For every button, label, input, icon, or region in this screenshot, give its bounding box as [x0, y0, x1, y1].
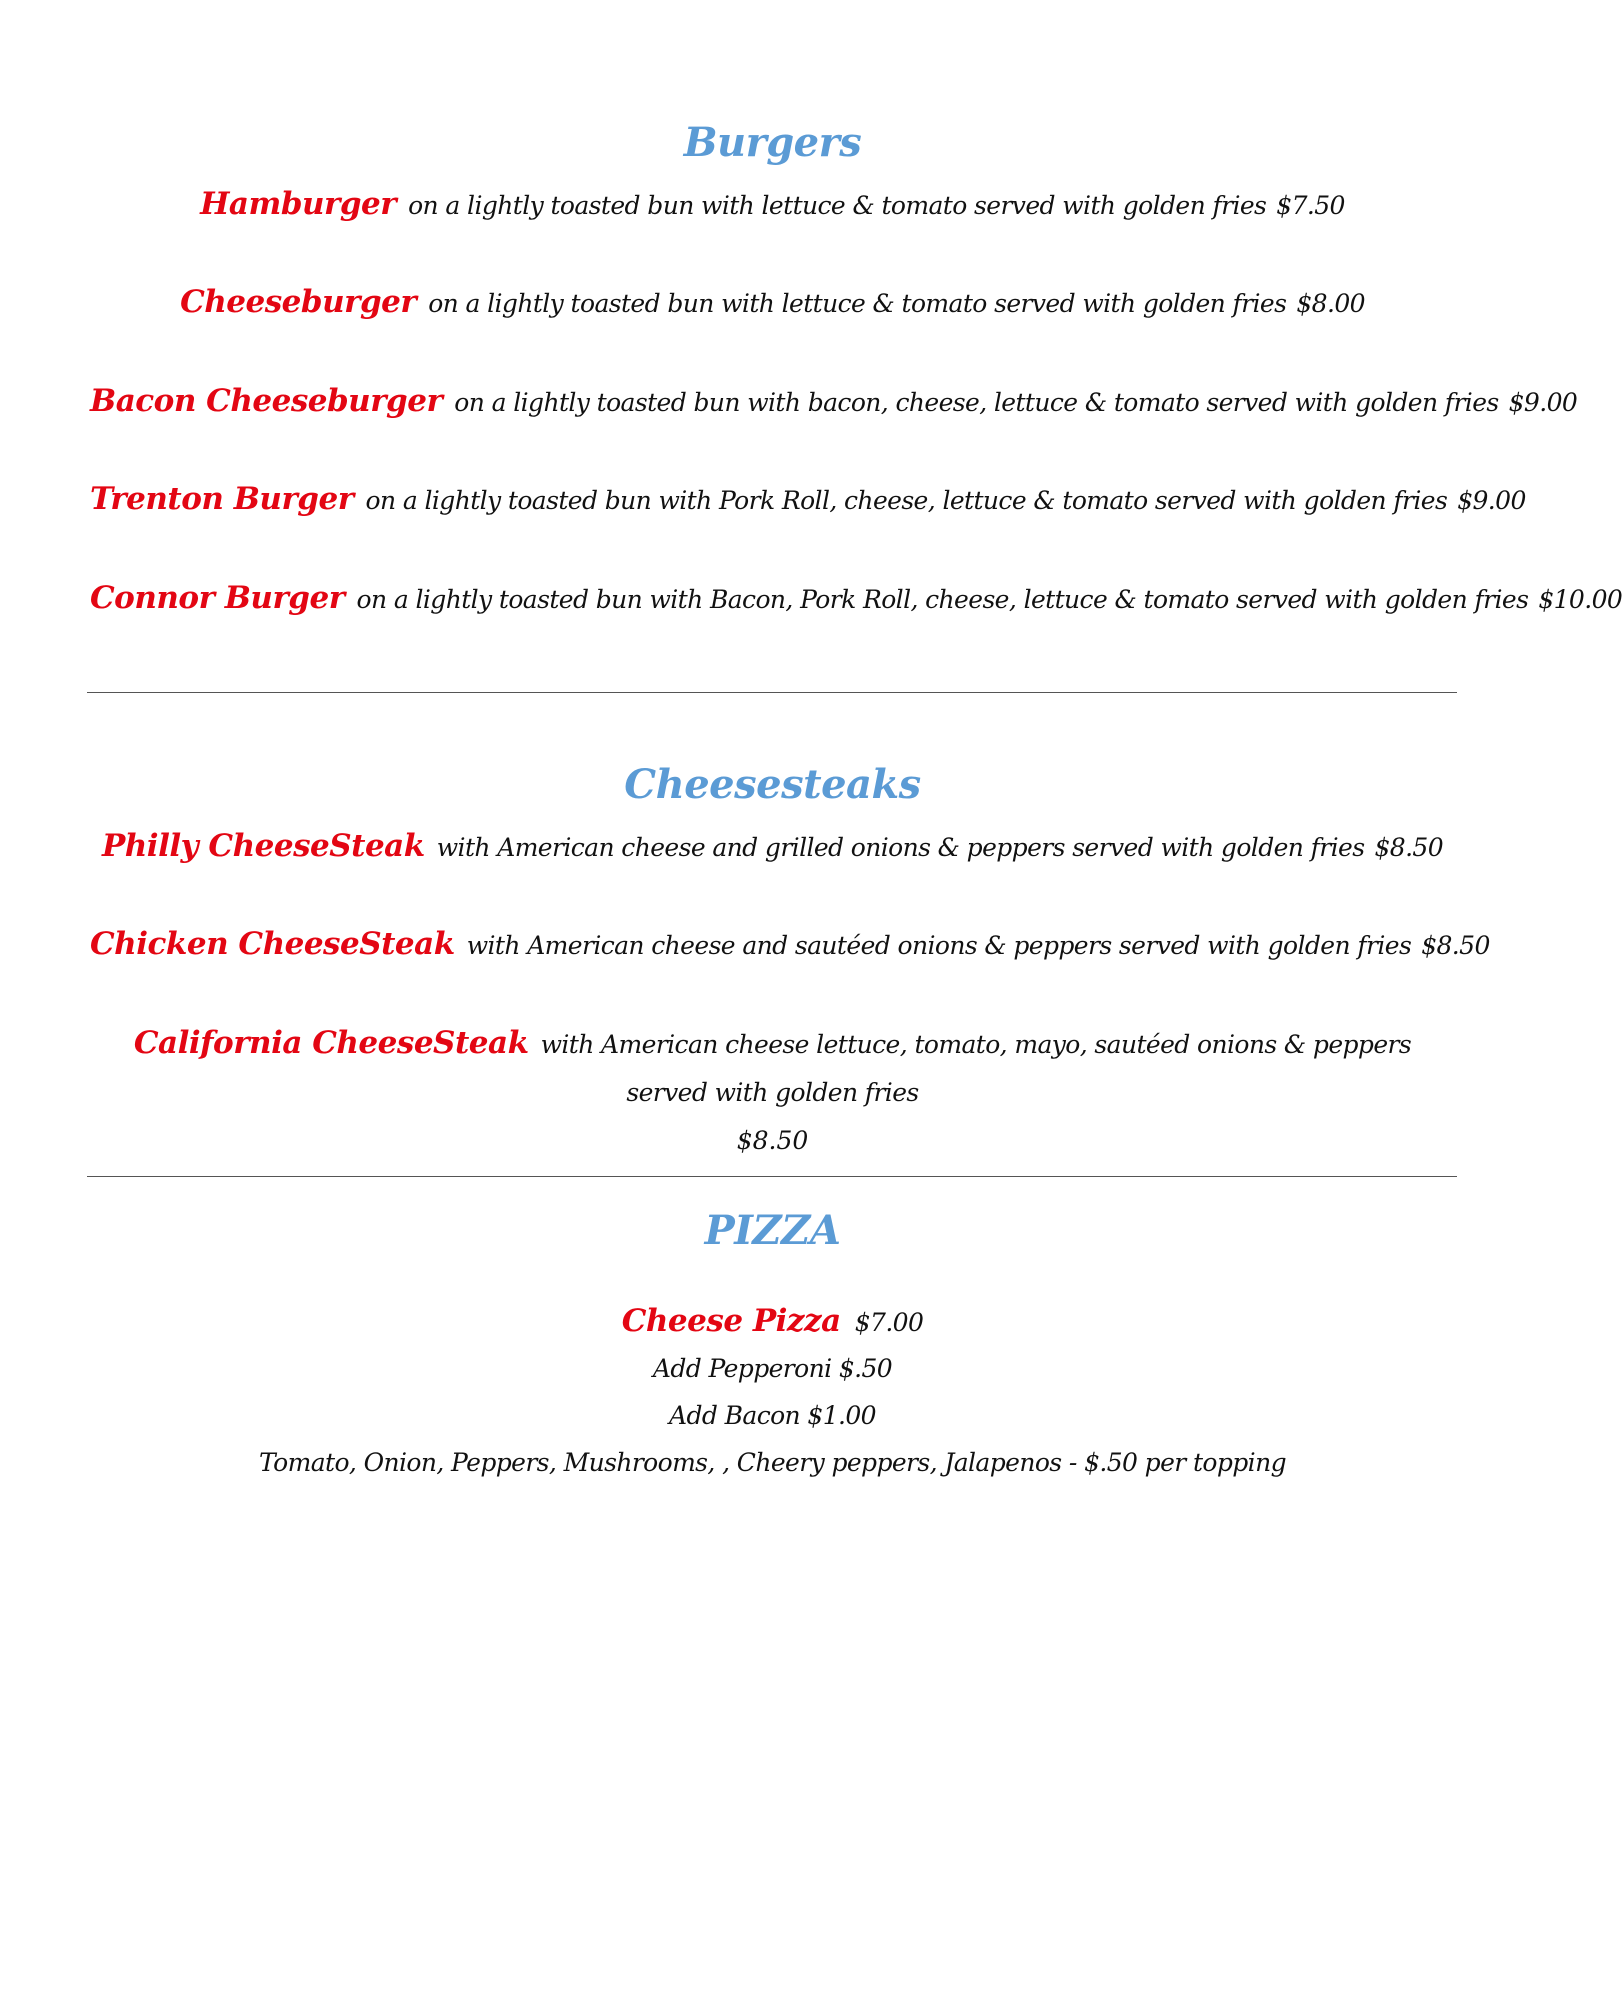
item-price: $8.50 — [1374, 833, 1444, 862]
item-name: Philly CheeseSteak — [101, 828, 425, 864]
item-price: $9.00 — [1508, 388, 1578, 417]
item-description: on a lightly toasted bun with lettuce & tomato served with golden fries — [428, 289, 1287, 318]
pizza-heading: PIZZA — [704, 1207, 841, 1254]
menu-item — [90, 1019, 1455, 1165]
item-price: $7.50 — [1276, 191, 1345, 220]
item-name: California CheeseSteak — [133, 1025, 529, 1061]
item-price: $8.50 — [736, 1126, 809, 1155]
menu-item — [90, 377, 1578, 427]
item-description: on a lightly toasted bun with lettuce & tomato served with golden fries — [408, 191, 1267, 220]
section-divider — [87, 1176, 1457, 1177]
menu-item — [90, 822, 1455, 872]
menu-item — [90, 475, 1526, 525]
item-price: $7.00 — [854, 1308, 924, 1337]
item-description: with American cheese lettuce, tomato, mayo, sautéed onions & peppers served with golden fries — [540, 1030, 1412, 1107]
item-price: $9.00 — [1457, 486, 1526, 515]
menu-item — [90, 574, 1622, 624]
item-description: with American cheese and sautéed onions & peppers served with golden fries — [466, 931, 1412, 960]
item-name: Connor Burger — [90, 580, 345, 616]
item-name: Hamburger — [200, 186, 397, 222]
item-description: on a lightly toasted bun with Bacon, Pork Roll, cheese, lettuce & tomato served with golden fries — [356, 585, 1529, 614]
item-description: with American cheese and grilled onions & peppers served with golden fries — [436, 833, 1365, 862]
item-name: Bacon Cheeseburger — [90, 383, 443, 419]
item-price: $10.00 — [1538, 585, 1622, 614]
menu-item — [90, 920, 1490, 970]
menu-item — [90, 180, 1455, 230]
menu-item — [90, 278, 1455, 328]
item-name: Cheese Pizza — [621, 1303, 841, 1339]
menu-item — [0, 1298, 1545, 1346]
item-description: on a lightly toasted bun with bacon, cheese, lettuce & tomato served with golden fries — [454, 388, 1499, 417]
item-description: on a lightly toasted bun with Pork Roll, cheese, lettuce & tomato served with golden fries — [365, 486, 1448, 515]
item-name: Trenton Burger — [90, 481, 354, 517]
pizza-addon: Add Pepperoni $.50 — [652, 1354, 893, 1383]
pizza-toppings: Tomato, Onion, Peppers, Mushrooms, , Cheery peppers, Jalapenos - $.50 per topping — [259, 1448, 1286, 1477]
cheesesteaks-heading: Cheesesteaks — [624, 761, 921, 808]
burgers-heading: Burgers — [683, 119, 862, 166]
pizza-addon: Add Bacon $1.00 — [669, 1401, 876, 1430]
item-price: $8.00 — [1296, 289, 1365, 318]
item-name: Cheeseburger — [180, 284, 417, 320]
section-divider — [87, 692, 1457, 693]
item-name: Chicken CheeseSteak — [90, 926, 455, 962]
item-price: $8.50 — [1421, 931, 1490, 960]
